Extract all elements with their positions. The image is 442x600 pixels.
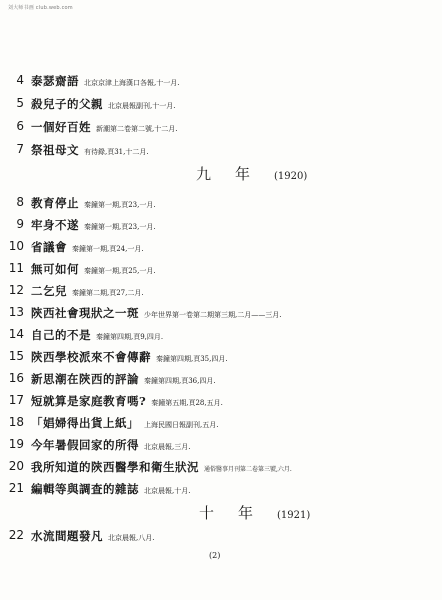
entry-title: 「娼婦得出貨上紙」 上海民國日報副刊,五月.	[31, 416, 219, 430]
entry-title: 牢身不遂 秦鐘第一期,頁23,一月.	[31, 218, 156, 232]
entry-number: 10	[8, 239, 24, 253]
entry-source: 秦鐘第二期,頁27,二月.	[72, 289, 144, 297]
entry-number: 12	[8, 283, 24, 297]
entry-source: 北京晨報,三月.	[144, 443, 191, 451]
entry-number: 9	[16, 217, 24, 231]
entry-title: 一個好百姓 新潮第二卷第二號,十二月.	[31, 120, 178, 134]
entry-source: 北京京津上海漢口各報,十一月.	[84, 79, 180, 87]
entry-source: 秦鐘第一期,頁25,一月.	[84, 267, 156, 275]
entry-number: 18	[8, 415, 24, 429]
entry-source: 秦鐘第五期,頁28,五月.	[151, 399, 223, 407]
entry-title: 我所知道的陝西醫學和衛生狀況 通俗醫事月刊第二卷第三號,六月.	[31, 460, 292, 474]
entry-title: 無可如何 秦鐘第一期,頁25,一月.	[31, 262, 156, 276]
entry-number: 16	[8, 371, 24, 385]
entry-title: 陝西學校派來不會傳辭 秦鐘第四期,頁35,四月.	[31, 350, 228, 364]
entry-title: 編輯等與調查的雜誌 北京晨報,十月.	[31, 482, 191, 496]
entry-source: 秦鐘第四期,頁35,四月.	[156, 355, 228, 363]
entry-source: 秦鐘第一期,頁23,一月.	[84, 201, 156, 209]
entry-number: 4	[16, 73, 24, 87]
entry-number: 17	[8, 393, 24, 407]
entry-source: 上海民國日報副刊,五月.	[144, 421, 219, 429]
entry-title: 教育停止 秦鐘第一期,頁23,一月.	[31, 196, 156, 210]
entry-number: 15	[8, 349, 24, 363]
entry-title: 今年暑假回家的所得 北京晨報,三月.	[31, 438, 191, 452]
entry-number: 20	[8, 459, 24, 473]
entry-source: 北京晨報,十月.	[144, 487, 191, 495]
entry-number: 19	[8, 437, 24, 451]
year-heading: 十年(1921)	[199, 504, 311, 522]
entry-number: 11	[8, 261, 24, 275]
entry-title: 省議會 秦鐘第一期,頁24,一月.	[31, 240, 144, 254]
entry-title: 陝西社會現狀之一斑 少年世界第一卷第二期第三期,二月——三月.	[31, 306, 282, 320]
entry-number: 21	[8, 481, 24, 495]
entry-source: 秦鐘第一期,頁24,一月.	[72, 245, 144, 253]
entry-title: 短就算是家庭教育嗎? 秦鐘第五期,頁28,五月.	[31, 394, 223, 408]
entry-source: 有待錄,頁31,十二月.	[84, 148, 149, 156]
entry-source: 北京晨報,八月.	[108, 534, 155, 542]
entry-title: 水流間題發凡 北京晨報,八月.	[31, 529, 155, 543]
entry-title: 殺兒子的父親 北京晨報副刊,十一月.	[31, 97, 176, 111]
entry-title: 自己的不是 秦鐘第四期,頁9,四月.	[31, 328, 164, 342]
entry-source: 秦鐘第一期,頁23,一月.	[84, 223, 156, 231]
entry-title: 泰瑟齋語 北京京津上海漢口各報,十一月.	[31, 74, 180, 88]
year-ad: (1920)	[274, 171, 308, 182]
entry-source: 秦鐘第四期,頁36,四月.	[144, 377, 216, 385]
year-heading: 九年(1920)	[196, 165, 308, 183]
entry-number: 5	[16, 96, 24, 110]
entry-source: 少年世界第一卷第二期第三期,二月——三月.	[144, 311, 282, 319]
page-number: (2)	[209, 551, 221, 560]
entry-source: 新潮第二卷第二號,十二月.	[96, 125, 178, 133]
entry-number: 7	[16, 142, 24, 156]
entry-source: 秦鐘第四期,頁9,四月.	[96, 333, 164, 341]
entry-number: 6	[16, 119, 24, 133]
entry-title: 二乞兒 秦鐘第二期,頁27,二月.	[31, 284, 144, 298]
entry-number: 22	[8, 528, 24, 542]
entry-source: 通俗醫事月刊第二卷第三號,六月.	[204, 466, 292, 473]
entry-number: 13	[8, 305, 24, 319]
entry-number: 8	[16, 195, 24, 209]
entry-title: 祭祖母文 有待錄,頁31,十二月.	[31, 143, 149, 157]
entry-source: 北京晨報副刊,十一月.	[108, 102, 176, 110]
watermark: 刘大师书画 club.web.com	[8, 5, 73, 11]
entry-title: 新思潮在陝西的評論 秦鐘第四期,頁36,四月.	[31, 372, 216, 386]
entry-number: 14	[8, 327, 24, 341]
year-ad: (1921)	[277, 510, 311, 521]
